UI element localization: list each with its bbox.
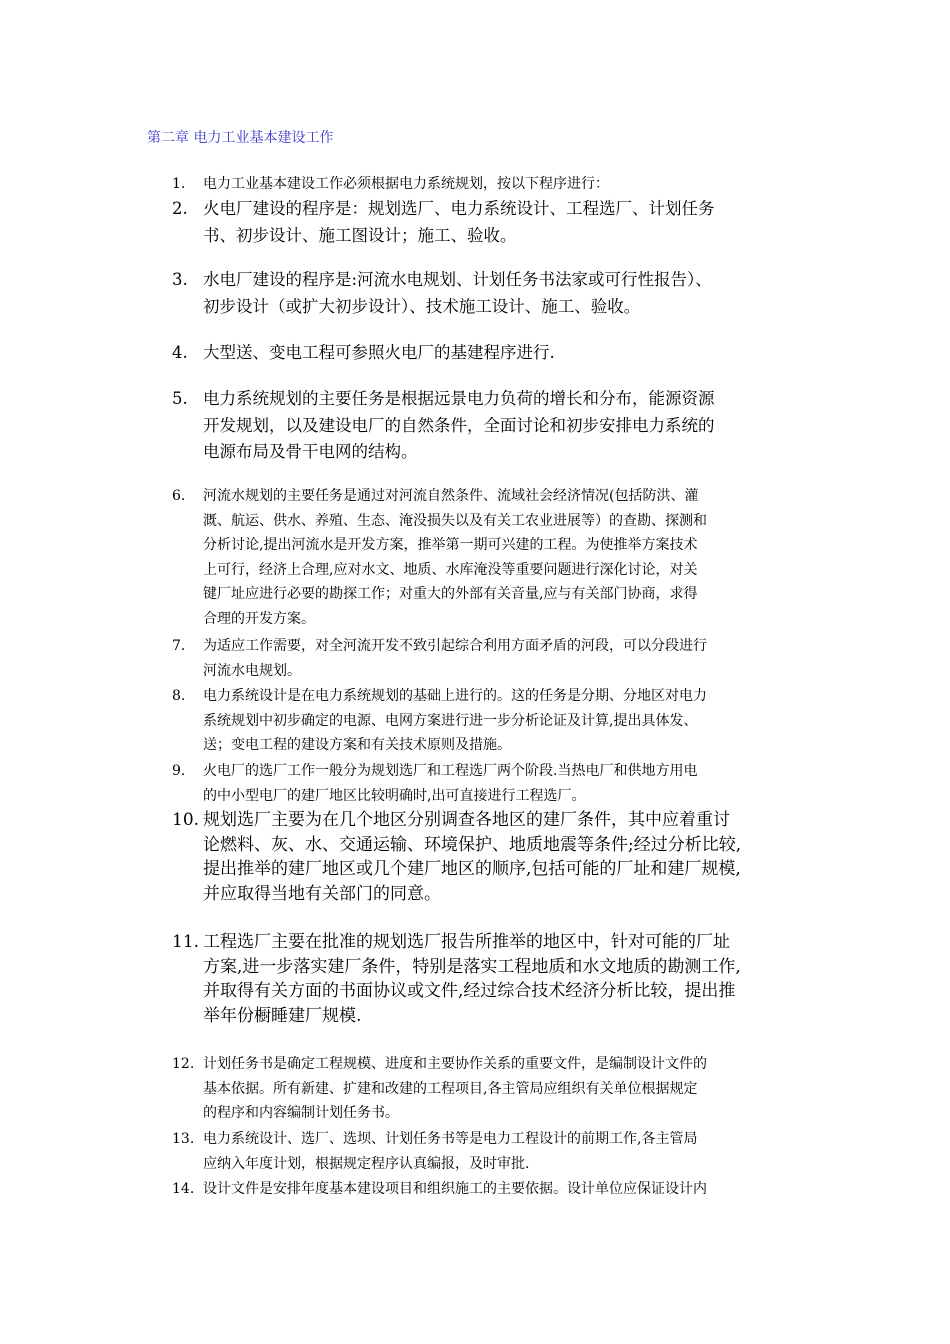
item-text: 工程选厂主要在批准的规划选厂报告所推举的地区中，针对可能的厂址 方案,进一步落实建厂条件，特别是落实工程地质和水文地质的勘测工作, 并取得有关方面的书面协议或文件,经过综合技术经济分析比较，提出推 举年份橱睡建厂规模. bbox=[203, 932, 741, 1026]
item-text: 火电厂的选厂工作一般分为规划选厂和工程选厂两个阶段.当热电厂和供地方用电 的中小型电厂的建厂地区比较明确时,出可直接进行工程选厂。 bbox=[203, 763, 698, 804]
chapter-heading: 第二章 电力工业基本建设工作 bbox=[147, 130, 334, 146]
list-item-1 bbox=[172, 172, 812, 197]
item-text: 水电厂建设的程序是:河流水电规划、计划任务书法家或可行性报告）、 初步设计（或扩大初步设计）、技术施工设计、施工、验收。 bbox=[203, 270, 712, 316]
list-item-7 bbox=[172, 634, 812, 683]
item-number: 2. bbox=[172, 199, 188, 218]
item-number: 12. bbox=[172, 1056, 195, 1072]
list-item-8 bbox=[172, 684, 812, 758]
item-text: 电力系统设计、选厂、选坝、计划任务书等是电力工程设计的前期工作,各主管局 应纳入年度计划，根据规定程序认真编报，及时审批. bbox=[203, 1131, 698, 1172]
item-number: 9. bbox=[172, 763, 186, 779]
list-item-13 bbox=[172, 1127, 812, 1176]
list-item-3 bbox=[172, 267, 812, 320]
list-item-6 bbox=[172, 484, 812, 631]
item-text: 规划选厂主要为在几个地区分别调查各地区的建厂条件，其中应着重讨 论燃料、灰、水、交通运输、环境保护、地质地震等条件;经过分析比较, 提出推举的建厂地区或几个建厂地区的顺序,包括可能的厂址和建厂规模, 并应取得当地有关部门的同意。 bbox=[203, 810, 742, 904]
item-number: 4. bbox=[172, 343, 188, 362]
list-item-10 bbox=[172, 808, 812, 906]
item-number: 1. bbox=[172, 176, 186, 192]
list-item-9 bbox=[172, 759, 812, 808]
item-number: 3. bbox=[172, 270, 188, 289]
list-item-11 bbox=[172, 930, 812, 1028]
item-text: 计划任务书是确定工程规模、进度和主要协作关系的重要文件，是编制设计文件的 基本依据。所有新建、扩建和改建的工程项目,各主管局应组织有关单位根据规定 的程序和内容编制计划任务书。 bbox=[203, 1056, 707, 1121]
list-item-4 bbox=[172, 340, 812, 367]
item-number: 14. bbox=[172, 1181, 195, 1197]
item-text: 河流水规划的主要任务是通过对河流自然条件、流域社会经济情况(包括防洪、灌 溉、航运、供水、养殖、生态、淹没损失以及有关工农业进展等）的查勘、探测和 分析讨论,提出河流水是开发方案，推举第一期可兴建的工程。为使推举方案技术 上可行，经济上合理,应对水文、地质、水库淹没等重要问题进行深化讨论，对关 键厂址应进行必要的勘探工作；对重大的外部有关音量,应与有关部门协商，求得 合理的开发方案。 bbox=[203, 488, 707, 627]
item-number: 13. bbox=[172, 1131, 195, 1147]
item-text: 电力工业基本建设工作必须根据电力系统规划，按以下程序进行： bbox=[203, 176, 609, 192]
item-text: 设计文件是安排年度基本建设项目和组织施工的主要依据。设计单位应保证设计内 bbox=[203, 1181, 707, 1197]
item-number: 7. bbox=[172, 638, 186, 654]
item-number: 8. bbox=[172, 688, 186, 704]
list-item-2 bbox=[172, 196, 812, 249]
item-text: 为适应工作需要，对全河流开发不致引起综合利用方面矛盾的河段，可以分段进行 河流水电规划。 bbox=[203, 638, 707, 679]
list-item-12 bbox=[172, 1052, 812, 1126]
item-number: 6. bbox=[172, 488, 186, 504]
list-item-5 bbox=[172, 386, 812, 466]
item-text: 电力系统设计是在电力系统规划的基础上进行的。这的任务是分期、分地区对电力 系统规划中初步确定的电源、电网方案进行进一步分析论证及计算,提出具体发、 送；变电工程的建设方案和有关技术原则及措施。 bbox=[203, 688, 707, 753]
item-number: 5. bbox=[172, 389, 188, 408]
list-item-14 bbox=[172, 1177, 812, 1202]
item-text: 大型送、变电工程可参照火电厂的基建程序进行. bbox=[203, 343, 555, 362]
item-number: 11. bbox=[172, 932, 200, 952]
item-number: 10. bbox=[172, 810, 200, 830]
item-text: 电力系统规划的主要任务是根据远景电力负荷的增长和分布，能源资源 开发规划，以及建设电厂的自然条件，全面讨论和初步安排电力系统的 电源布局及骨干电网的结构。 bbox=[203, 389, 715, 461]
item-text: 火电厂建设的程序是：规划选厂、电力系统设计、工程选厂、计划任务 书、初步设计、施工图设计；施工、验收。 bbox=[203, 199, 715, 245]
